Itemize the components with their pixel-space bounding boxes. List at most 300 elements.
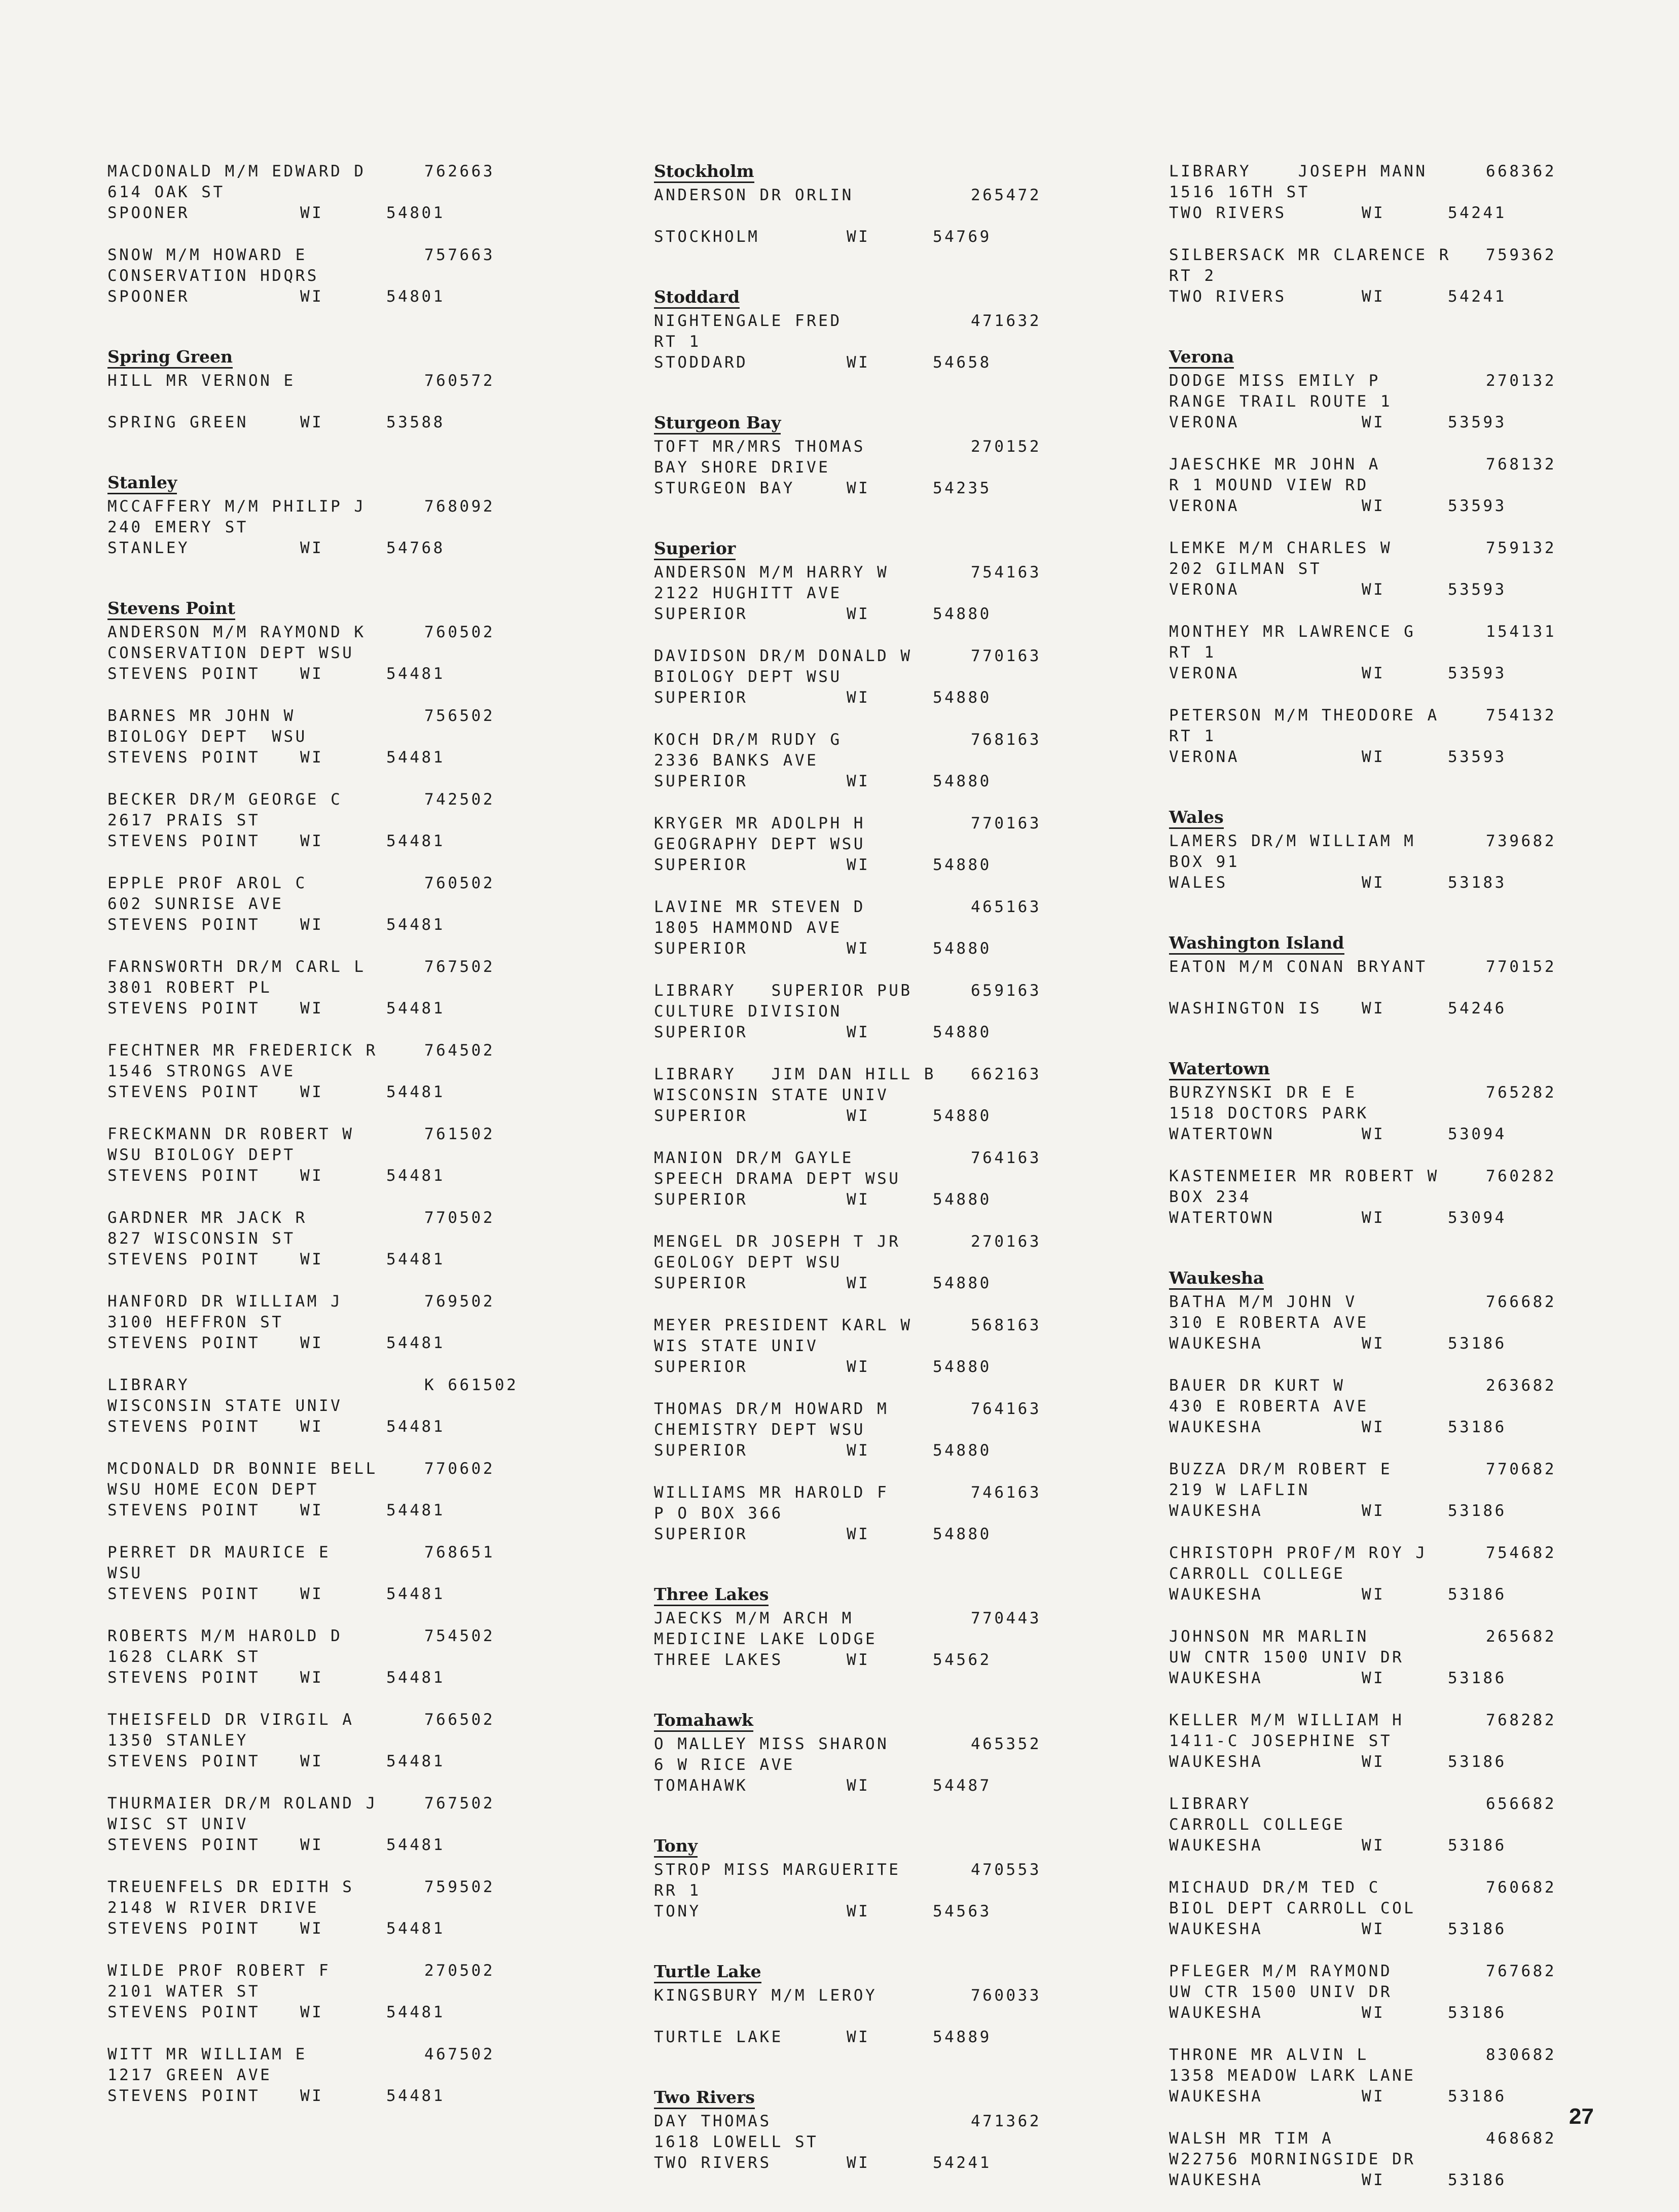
entry-city: SUPERIOR [654,605,748,623]
entry-city: TURTLE LAKE [654,2028,783,2046]
entry-zip: 53186 [1448,2087,1507,2106]
entry-name-line [107,1459,614,1479]
entry-city-line [1169,2170,1676,2191]
entry-address-line [107,1647,614,1667]
entry-address: WISCONSIN STATE UNIV [107,1397,343,1415]
entry-city: VERONA [1169,497,1239,515]
entry-code: 760572 [424,372,495,390]
entry-address-line [1169,726,1676,747]
entry-code: 830682 [1486,2046,1556,2064]
entry-name-line [107,245,614,266]
entry-city: WAUKESHA [1169,1585,1263,1604]
entry-name: DODGE MISS EMILY P [1169,372,1380,390]
entry-address-line [654,1085,1161,1106]
directory-column-1 [107,161,614,2128]
directory-entry [1169,1626,1676,1689]
entry-address: 2101 WATER ST [107,1982,261,2001]
directory-entry [654,646,1161,708]
entry-name: BUZZA DR/M ROBERT E [1169,1460,1393,1478]
entry-zip: 53186 [1448,2004,1507,2022]
entry-name-line [1169,1459,1676,1480]
entry-code: 465163 [971,898,1041,916]
entry-city-line [107,1918,614,1939]
entry-zip: 53186 [1448,1920,1507,1938]
entry-zip: 54880 [933,1441,992,1460]
directory-entry [654,1608,1161,1671]
entry-city: STEVENS POINT [107,1167,261,1185]
entry-name: BECKER DR/M GEORGE C [107,790,343,809]
entry-zip: 53588 [386,413,445,431]
entry-name-line [107,622,614,643]
entry-state: WI [1362,1836,1385,1855]
entry-address-line [107,1479,614,1500]
entry-zip: 54481 [386,1083,445,1101]
entry-name-line [107,873,614,894]
entry-city: STOCKHOLM [654,228,760,246]
entry-city: STEVENS POINT [107,748,261,767]
directory-entry [1169,538,1676,600]
entry-code: 759132 [1486,539,1556,557]
entry-name: ANDERSON M/M HARRY W [654,563,889,582]
entry-name: JAECKS M/M ARCH M [654,1609,854,1627]
entry-city-line [107,1835,614,1856]
entry-city: STEVENS POINT [107,1418,261,1436]
entry-address-line [1169,391,1676,412]
entry-city-line [654,1357,1161,1377]
entry-city: SUPERIOR [654,1190,748,1209]
directory-entry [1169,957,1676,1019]
entry-zip: 53593 [1448,581,1507,599]
entry-city-line [1169,1417,1676,1438]
entry-name-line [1169,1710,1676,1731]
entry-code: 754132 [1486,706,1556,724]
entry-city: TOMAHAWK [654,1776,748,1795]
entry-city: WAUKESHA [1169,1753,1263,1771]
entry-state: WI [1362,1502,1385,1520]
entry-state: WI [1362,581,1385,599]
directory-entry [107,873,614,935]
entry-name-line [107,1291,614,1312]
entry-code: 767502 [424,1794,495,1812]
entry-city: SUPERIOR [654,1107,748,1125]
entry-city-line [654,938,1161,959]
entry-name: EPPLE PROF AROL C [107,874,307,892]
entry-name-line [107,496,614,517]
entry-name-line [1169,957,1676,977]
entry-city: TWO RIVERS [1169,204,1287,222]
entry-code: 263682 [1486,1376,1556,1395]
city-heading: Washington Island [1169,933,1344,955]
entry-address: WSU HOME ECON DEPT [107,1480,319,1499]
entry-city: STEVENS POINT [107,1836,261,1854]
entry-name-line [654,185,1161,206]
entry-address-line [107,1228,614,1249]
entry-city: WAUKESHA [1169,1669,1263,1687]
entry-name: LAVINE MR STEVEN D [654,898,865,916]
entry-address: BOX 91 [1169,853,1239,871]
directory-entry [654,1064,1161,1127]
entry-address: RT 1 [1169,643,1216,662]
page-number: 27 [1569,2104,1594,2129]
entry-state: WI [300,1919,324,1938]
city-heading: Spring Green [107,347,233,369]
entry-name-line [107,1542,614,1563]
directory-entry [654,1985,1161,2048]
entry-address-line [1169,2149,1676,2170]
entry-address-line [107,1312,614,1333]
city-heading: Stoddard [654,287,740,309]
directory-entry [107,1124,614,1186]
entry-city: VERONA [1169,664,1239,682]
entry-zip: 54768 [386,539,445,557]
entry-city-line [1169,1208,1676,1228]
entry-state: WI [847,605,870,623]
entry-address: RT 1 [654,333,701,351]
entry-blank-line [107,391,614,412]
entry-state: WI [847,2154,870,2172]
entry-state: WI [300,916,324,934]
entry-code: 754163 [971,563,1041,582]
directory-entry [1169,622,1676,684]
directory-entry [1169,2045,1676,2107]
entry-zip: 53593 [1448,497,1507,515]
entry-address: UW CNTR 1500 UNIV DR [1169,1648,1404,1666]
entry-city-line [107,1417,614,1437]
entry-code: 471362 [971,2112,1041,2130]
entry-name: HILL MR VERNON E [107,372,296,390]
entry-state: WI [300,1501,324,1519]
entry-address: WSU [107,1564,143,1582]
entry-name-line [654,1399,1161,1420]
entry-name-line [107,1375,614,1396]
entry-name-line [1169,622,1676,642]
entry-blank-line [1169,977,1676,998]
entry-city: STEVENS POINT [107,2087,261,2105]
entry-address-line [654,457,1161,478]
entry-code: 765282 [1486,1083,1556,1102]
entry-name-line [107,706,614,727]
entry-state: WI [847,1190,870,1209]
entry-address-line [654,1169,1161,1189]
entry-address-line [1169,1898,1676,1919]
entry-state: WI [1362,1753,1385,1771]
entry-city-line [1169,1333,1676,1354]
entry-address-line [1169,559,1676,579]
entry-zip: 54481 [386,999,445,1018]
entry-city: STEVENS POINT [107,1669,261,1687]
entry-city-line [107,412,614,433]
entry-state: WI [300,748,324,767]
entry-city-line [107,915,614,935]
entry-code: 760033 [971,1986,1041,2005]
entry-address: P O BOX 366 [654,1504,783,1522]
entry-address: 1628 CLARK ST [107,1648,261,1666]
entry-address-line [654,667,1161,687]
directory-entry [654,1231,1161,1294]
entry-address-line [107,1898,614,1918]
entry-code: 770163 [971,814,1041,832]
entry-city: WAUKESHA [1169,1836,1263,1855]
entry-city-line [1169,1919,1676,1940]
directory-entry [654,1148,1161,1210]
entry-city-line [654,2153,1161,2173]
directory-entry [654,437,1161,499]
entry-city: WAUKESHA [1169,2087,1263,2106]
entry-name-line [654,562,1161,583]
entry-address-line [654,1629,1161,1650]
entry-code: 759502 [424,1878,495,1896]
entry-address-line [654,834,1161,855]
entry-name: KRYGER MR ADOLPH H [654,814,865,832]
entry-state: WI [847,939,870,958]
entry-code: 270132 [1486,372,1556,390]
entry-code: 470553 [971,1861,1041,1879]
entry-city-line [1169,579,1676,600]
entry-name: EATON M/M CONAN BRYANT [1169,958,1428,976]
entry-zip: 53094 [1448,1209,1507,1227]
entry-zip: 54880 [933,1274,992,1292]
directory-entry [107,1291,614,1354]
entry-name: LIBRARY SUPERIOR PUB [654,982,912,1000]
entry-name: HANFORD DR WILLIAM J [107,1292,343,1311]
entry-address: 1350 STANLEY [107,1731,248,1750]
entry-address: 1516 16TH ST [1169,183,1310,201]
entry-name-line [107,1208,614,1228]
entry-code: 764163 [971,1400,1041,1418]
entry-address: RT 1 [1169,727,1216,745]
entry-state: WI [300,1418,324,1436]
entry-address: W22756 MORNINGSIDE DR [1169,2150,1416,2168]
entry-city-line [1169,1835,1676,1856]
entry-state: WI [300,1585,324,1603]
entry-city-line [1169,1584,1676,1605]
entry-zip: 54487 [933,1776,992,1795]
entry-code: 468682 [1486,2129,1556,2148]
entry-city: WASHINGTON IS [1169,999,1322,1018]
entry-name: LIBRARY JOSEPH MANN [1169,162,1428,180]
entry-city-line [107,1249,614,1270]
entry-address-line [654,1252,1161,1273]
entry-address-line [107,1814,614,1835]
city-heading: Two Rivers [654,2087,755,2109]
entry-zip: 54481 [386,1585,445,1603]
entry-city-line [1169,1124,1676,1145]
entry-name: MCDONALD DR BONNIE BELL [107,1460,378,1478]
entry-address-line [1169,1396,1676,1417]
entry-name-line [1169,1375,1676,1396]
entry-city: STEVENS POINT [107,665,261,683]
entry-code: 668362 [1486,162,1556,180]
entry-city: SPOONER [107,287,190,306]
entry-city-line [1169,203,1676,224]
entry-name: WILLIAMS MR HAROLD F [654,1483,889,1502]
entry-address-line [107,517,614,538]
entry-address: 3100 HEFFRON ST [107,1313,284,1331]
entry-name: ANDERSON DR ORLIN [654,186,854,204]
entry-name: FARNSWORTH DR/M CARL L [107,958,366,976]
entry-city-line [654,1106,1161,1127]
entry-name-line [654,2111,1161,2132]
entry-name-line [1169,1166,1676,1187]
entry-city-line [107,2002,614,2023]
entry-code: 270152 [971,438,1041,456]
directory-entry [107,1459,614,1521]
entry-name: MENGEL DR JOSEPH T JR [654,1232,901,1251]
directory-entry [1169,1082,1676,1145]
directory-entry [1169,1543,1676,1605]
entry-name: CHRISTOPH PROF/M ROY J [1169,1544,1428,1562]
entry-city: WAUKESHA [1169,2004,1263,2022]
entry-address: WIS STATE UNIV [654,1337,819,1355]
entry-name-line [107,789,614,810]
entry-state: WI [300,413,324,431]
entry-address-line [107,1981,614,2002]
entry-code: 770602 [424,1460,495,1478]
entry-code: 757663 [424,246,495,264]
entry-state: WI [300,287,324,306]
directory-entry [107,706,614,768]
entry-state: WI [847,353,870,372]
entry-city-line [654,2027,1161,2048]
entry-city-line [654,1189,1161,1210]
entry-zip: 54801 [386,204,445,222]
entry-code: 270502 [424,1962,495,1980]
city-heading: Three Lakes [654,1584,769,1606]
entry-name: SNOW M/M HOWARD E [107,246,307,264]
entry-address: BIOLOGY DEPT WSU [654,668,842,686]
entry-code: 766682 [1486,1293,1556,1311]
entry-address-line [107,1563,614,1584]
entry-zip: 54246 [1448,999,1507,1018]
entry-name: PFLEGER M/M RAYMOND [1169,1962,1393,1980]
entry-name-line [654,1860,1161,1880]
entry-blank-line [654,206,1161,227]
entry-address-line [107,182,614,203]
entry-code: 766502 [424,1711,495,1729]
entry-city: TWO RIVERS [654,2154,772,2172]
entry-address: 219 W LAFLIN [1169,1481,1310,1499]
entry-code: 568163 [971,1316,1041,1334]
entry-name: TOFT MR/MRS THOMAS [654,438,865,456]
entry-city: WAUKESHA [1169,1418,1263,1436]
entry-zip: 53186 [1448,1418,1507,1436]
entry-city-line [654,478,1161,499]
entry-address-line [654,1503,1161,1524]
city-heading: Wales [1169,807,1224,829]
entry-address-line [1169,1564,1676,1584]
entry-state: WI [300,999,324,1018]
entry-address: 1618 LOWELL ST [654,2133,819,2151]
entry-state: WI [1362,204,1385,222]
entry-address: 827 WISCONSIN ST [107,1229,296,1248]
entry-address: 2122 HUGHITT AVE [654,584,842,602]
entry-city-line [654,687,1161,708]
entry-state: WI [1362,413,1385,431]
directory-entry [107,957,614,1019]
directory-entry [107,1877,614,1939]
entry-name: MCCAFFERY M/M PHILIP J [107,497,366,516]
directory-entry [654,813,1161,876]
entry-state: WI [1362,999,1385,1018]
entry-name-line [1169,2045,1676,2065]
entry-code: 768651 [424,1543,495,1562]
entry-city-line [1169,2086,1676,2107]
entry-code: 465352 [971,1735,1041,1753]
entry-name: GARDNER MR JACK R [107,1209,307,1227]
entry-zip: 54481 [386,1418,445,1436]
entry-zip: 54481 [386,2087,445,2105]
entry-address-line [107,1396,614,1417]
entry-address: CHEMISTRY DEPT WSU [654,1421,865,1439]
entry-name-line [107,161,614,182]
entry-state: WI [1362,1334,1385,1353]
entry-zip: 54481 [386,1250,445,1268]
entry-city-line [1169,1501,1676,1521]
entry-state: WI [300,1250,324,1268]
entry-city-line [107,538,614,559]
entry-code: 270163 [971,1232,1041,1251]
directory-entry [1169,1166,1676,1228]
entry-state: WI [1362,287,1385,306]
entry-city-line [1169,747,1676,768]
entry-name-line [654,1985,1161,2006]
entry-city: STEVENS POINT [107,916,261,934]
entry-address: WISC ST UNIV [107,1815,248,1833]
entry-code: 265682 [1486,1627,1556,1646]
entry-code: 768092 [424,497,495,516]
entry-city-line [107,747,614,768]
entry-zip: 54481 [386,2003,445,2021]
directory-entry [1169,1292,1676,1354]
entry-state: WI [300,2087,324,2105]
entry-code: 769502 [424,1292,495,1311]
directory-entry [1169,454,1676,517]
entry-state: WI [300,832,324,850]
entry-address-line [654,1001,1161,1022]
entry-zip: 54880 [933,1023,992,1041]
entry-city: SUPERIOR [654,1274,748,1292]
entry-city-line [1169,412,1676,433]
directory-entry [654,1399,1161,1461]
entry-name: WITT MR WILLIAM E [107,2045,307,2063]
entry-name: THRONE MR ALVIN L [1169,2046,1369,2064]
entry-address-line [107,1730,614,1751]
directory-entry [1169,1459,1676,1521]
entry-address: GEOGRAPHY DEPT WSU [654,835,865,853]
entry-address-line [107,727,614,747]
entry-state: WI [300,1669,324,1687]
entry-zip: 53183 [1448,874,1507,892]
entry-city: SPRING GREEN [107,413,248,431]
entry-name: SILBERSACK MR CLARENCE R [1169,246,1451,264]
entry-address-line [1169,642,1676,663]
entry-address-line [107,977,614,998]
entry-name-line [654,437,1161,457]
entry-address: BAY SHORE DRIVE [654,458,830,477]
entry-state: WI [847,1902,870,1920]
entry-code: 770163 [971,647,1041,665]
entry-blank-line [654,2006,1161,2027]
entry-city-line [107,1751,614,1772]
city-heading: Superior [654,538,736,560]
entry-zip: 54481 [386,1669,445,1687]
entry-code: 662163 [971,1065,1041,1083]
entry-city-line [107,1082,614,1103]
entry-address-line [654,1336,1161,1357]
entry-state: WI [847,1358,870,1376]
entry-name: KELLER M/M WILLIAM H [1169,1711,1404,1729]
entry-name-line [654,897,1161,918]
